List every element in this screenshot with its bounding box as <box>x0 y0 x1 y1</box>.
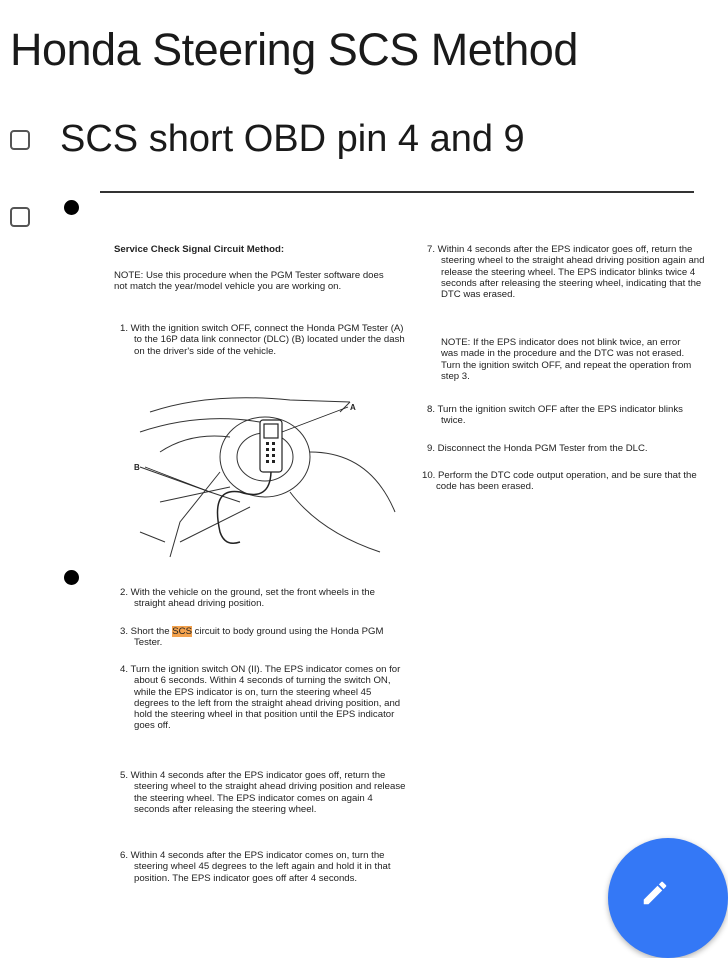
dashboard-diagram <box>134 392 400 562</box>
step-10: 10. Perform the DTC code output operation, and be sure that the code has been erased. <box>422 470 697 493</box>
checklist-item-text[interactable]: SCS short OBD pin 4 and 9 <box>60 118 525 160</box>
step-6: 6. Within 4 seconds after the EPS indicator comes on, turn the steering wheel 45 degrees to the left again and hold it in that position. The EPS indicator goes off after 4 seconds. <box>120 850 391 884</box>
step-3-text-post: circuit to body ground using the Honda PGM Tester. <box>134 626 384 649</box>
label-a: A <box>350 403 356 412</box>
step-4: 4. Turn the ignition switch ON (II). The EPS indicator comes on for about 6 seconds. Within 4 seconds of turning the switch ON, while the EPS indicator is on, turn the steering wheel 45 degrees to the left from the straight ahead driving position, and hold the steering wheel in that position until the EPS indicator goes off. <box>120 664 401 732</box>
step-2: 2. With the vehicle on the ground, set the front wheels in the straight ahead driving position. <box>120 587 375 610</box>
highlighted-scs: SCS <box>172 626 192 637</box>
step-7: 7. Within 4 seconds after the EPS indicator goes off, return the steering wheel to the straight ahead driving position again and release the steering wheel. The EPS indicator blinks twice 4 seconds after releasing the steering wheel, indicating that the DTC was erased. <box>427 244 705 301</box>
step-3 <box>120 626 406 649</box>
document-heading: Service Check Signal Circuit Method: <box>114 244 285 255</box>
bullet-dot <box>64 570 79 585</box>
step-1: 1. With the ignition switch OFF, connect the Honda PGM Tester (A) to the 16P data link connector (DLC) (B) located under the dash on the driver's side of the vehicle. <box>120 323 405 357</box>
document-note-2: NOTE: If the EPS indicator does not blink twice, an error was made in the procedure and the DTC was not erased. Turn the ignition switch OFF, and repeat the operation from step 3. <box>441 337 692 382</box>
pencil-icon <box>640 878 670 908</box>
step-3-text-pre: 3. Short the <box>120 626 173 637</box>
edit-fab-button[interactable] <box>608 838 728 958</box>
note-title[interactable]: Honda Steering SCS Method <box>10 24 578 75</box>
step-5: 5. Within 4 seconds after the EPS indicator goes off, return the steering wheel to the straight ahead driving position and release the steering wheel. The EPS indicator comes on again 4 seconds after releasing the steering wheel. <box>120 770 406 815</box>
label-b: B <box>134 463 140 472</box>
step-8: 8. Turn the ignition switch OFF after the EPS indicator blinks twice. <box>427 404 683 427</box>
document-note: NOTE: Use this procedure when the PGM Tester software does not match the year/model vehicle you are working on. <box>114 270 384 293</box>
bullet-dot <box>64 200 79 215</box>
step-9: 9. Disconnect the Honda PGM Tester from the DLC. <box>427 443 648 454</box>
